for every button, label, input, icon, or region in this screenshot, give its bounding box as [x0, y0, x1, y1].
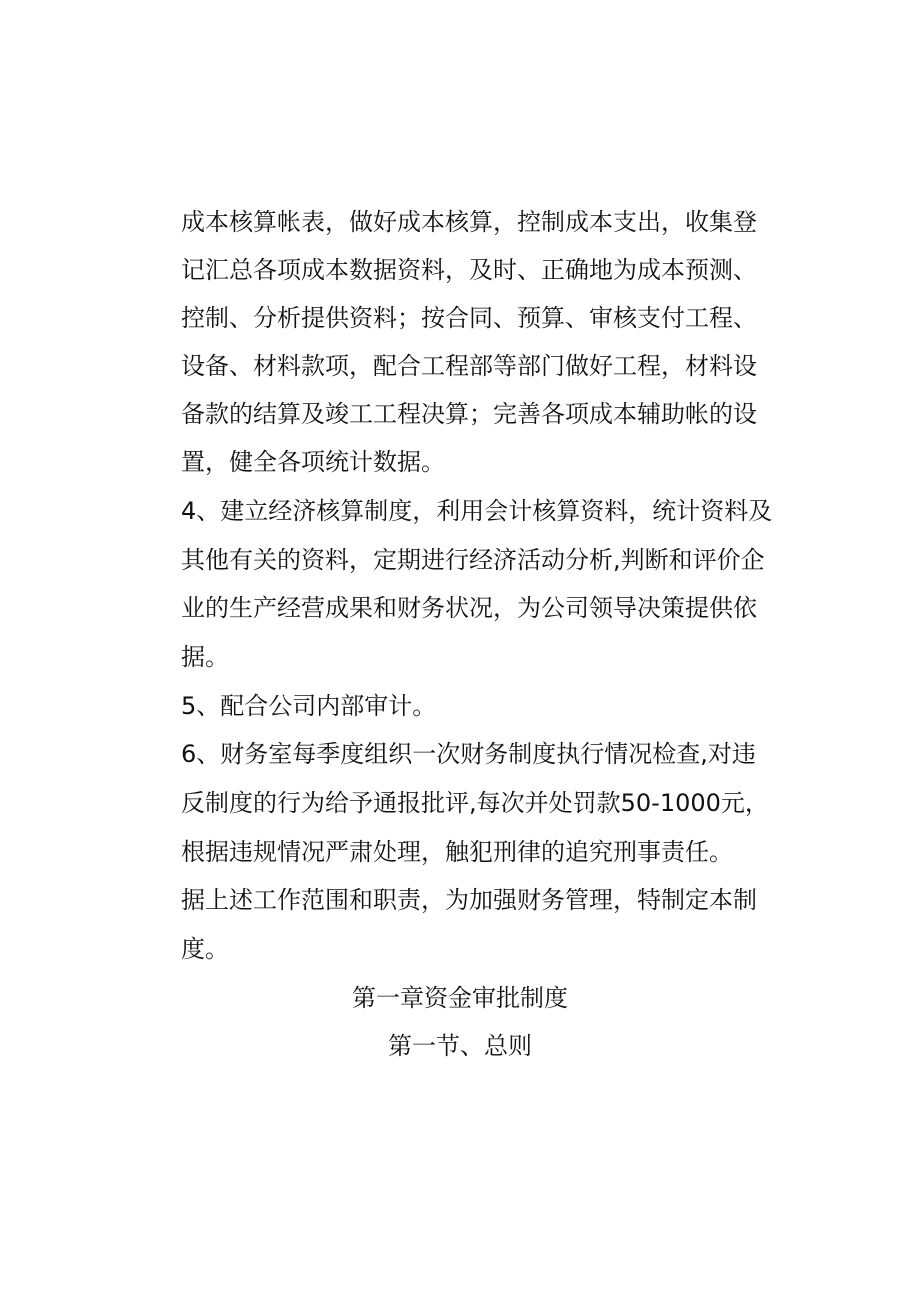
section-heading: 第一节、总则 — [388, 1032, 532, 1060]
paragraph-line: 设备、材料款项，配合工程部等部门做好工程，材料设 — [181, 352, 757, 380]
paragraph-line: 记汇总各项成本数据资料，及时、正确地为成本预测、 — [181, 256, 757, 284]
chapter-heading: 第一章资金审批制度 — [352, 984, 568, 1012]
paragraph-line: 置，健全各项统计数据。 — [181, 448, 445, 476]
paragraph-line: 反制度的行为给予通报批评,每次并处罚款50-1000元， — [181, 789, 769, 817]
paragraph-line: 据上述工作范围和职责，为加强财务管理，特制定本制 — [181, 886, 757, 914]
paragraph-line: 成本核算帐表，做好成本核算，控制成本支出，收集登 — [181, 208, 757, 236]
paragraph-line: 备款的结算及竣工工程决算；完善各项成本辅助帐的设 — [181, 400, 757, 428]
paragraph-line: 度。 — [181, 935, 229, 963]
paragraph-line: 据。 — [181, 643, 229, 671]
paragraph-line: 6、财务室每季度组织一次财务制度执行情况检查,对违 — [181, 740, 756, 768]
paragraph-line: 业的生产经营成果和财务状况，为公司领导决策提供依 — [181, 594, 757, 622]
paragraph-line: 4、建立经济核算制度，利用会计核算资料，统计资料及 — [181, 497, 773, 525]
paragraph-line: 控制、分析提供资料；按合同、预算、审核支付工程、 — [181, 304, 757, 332]
paragraph-line: 其他有关的资料，定期进行经济活动分析,判断和评价企 — [181, 546, 765, 574]
paragraph-line: 5、配合公司内部审计。 — [181, 692, 437, 720]
paragraph-line: 根据违规情况严肃处理，触犯刑律的追究刑事责任。 — [181, 838, 733, 866]
